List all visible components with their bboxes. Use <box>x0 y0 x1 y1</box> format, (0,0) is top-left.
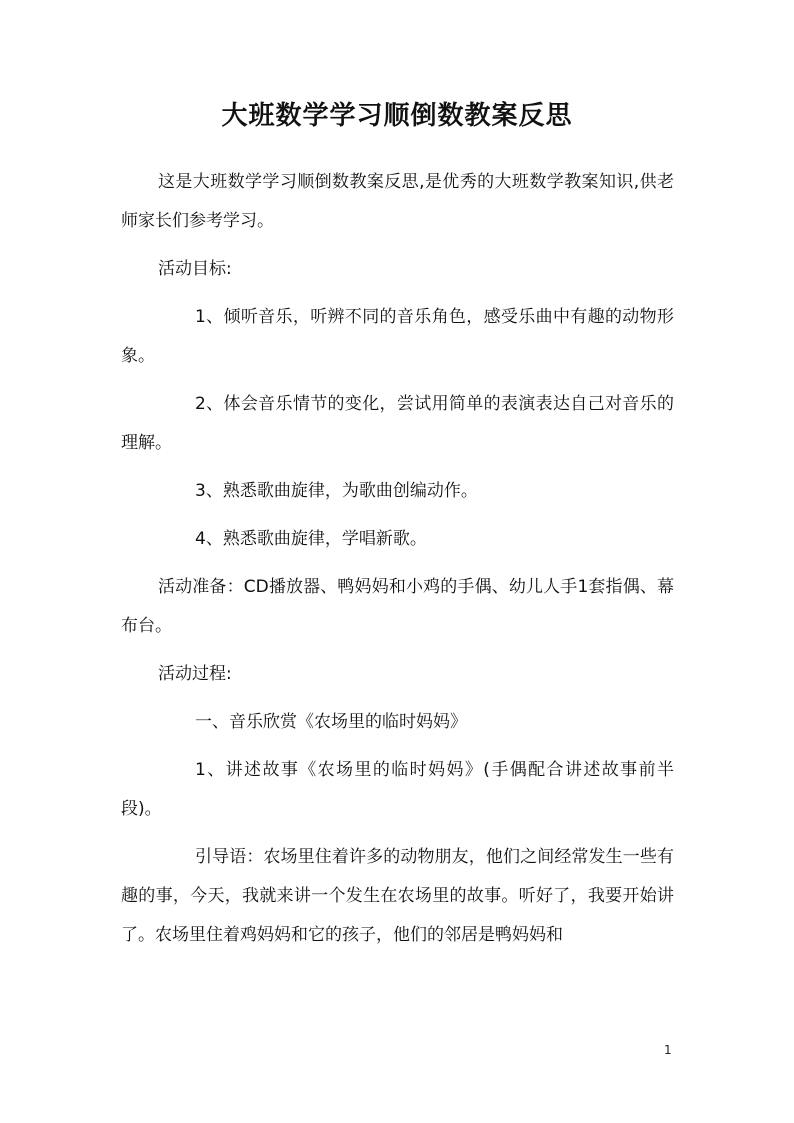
paragraph-process-heading: 活动过程: <box>158 664 232 684</box>
document-body <box>121 163 674 955</box>
paragraph-section-1: 一、音乐欣赏《农场里的临时妈妈》 <box>195 712 467 732</box>
paragraph-intro: 这是大班数学学习顺倒数教案反思,是优秀的大班数学教案知识,供老师家长们参考学习。 <box>121 172 674 231</box>
paragraph-guide: 引导语：农场里住着许多的动物朋友，他们之间经常发生一些有趣的事，今天，我就来讲一个发生在农场里的故事。听好了，我要开始讲了。农场里住着鸡妈妈和它的孩子，他们的邻居是鸭妈妈和 <box>121 847 674 945</box>
paragraph-goal-heading: 活动目标: <box>158 259 232 279</box>
paragraph-goal-3: 3、熟悉歌曲旋律，为歌曲创编动作。 <box>195 481 478 501</box>
paragraph-goal-4: 4、熟悉歌曲旋律，学唱新歌。 <box>195 529 427 549</box>
document-title: 大班数学学习顺倒数教案反思 <box>221 101 573 131</box>
paragraph-goal-2: 2、体会音乐情节的变化，尝试用简单的表演表达自己对音乐的理解。 <box>121 394 674 453</box>
page-number: 1 <box>664 1043 672 1057</box>
paragraph-step-1: 1、讲述故事《农场里的临时妈妈》(手偶配合讲述故事前半段)。 <box>121 760 674 819</box>
paragraph-goal-1: 1、倾听音乐，听辨不同的音乐角色，感受乐曲中有趣的动物形象。 <box>121 307 674 366</box>
paragraph-prep: 活动准备：CD播放器、鸭妈妈和小鸡的手偶、幼儿人手1套指偶、幕布台。 <box>121 577 674 636</box>
